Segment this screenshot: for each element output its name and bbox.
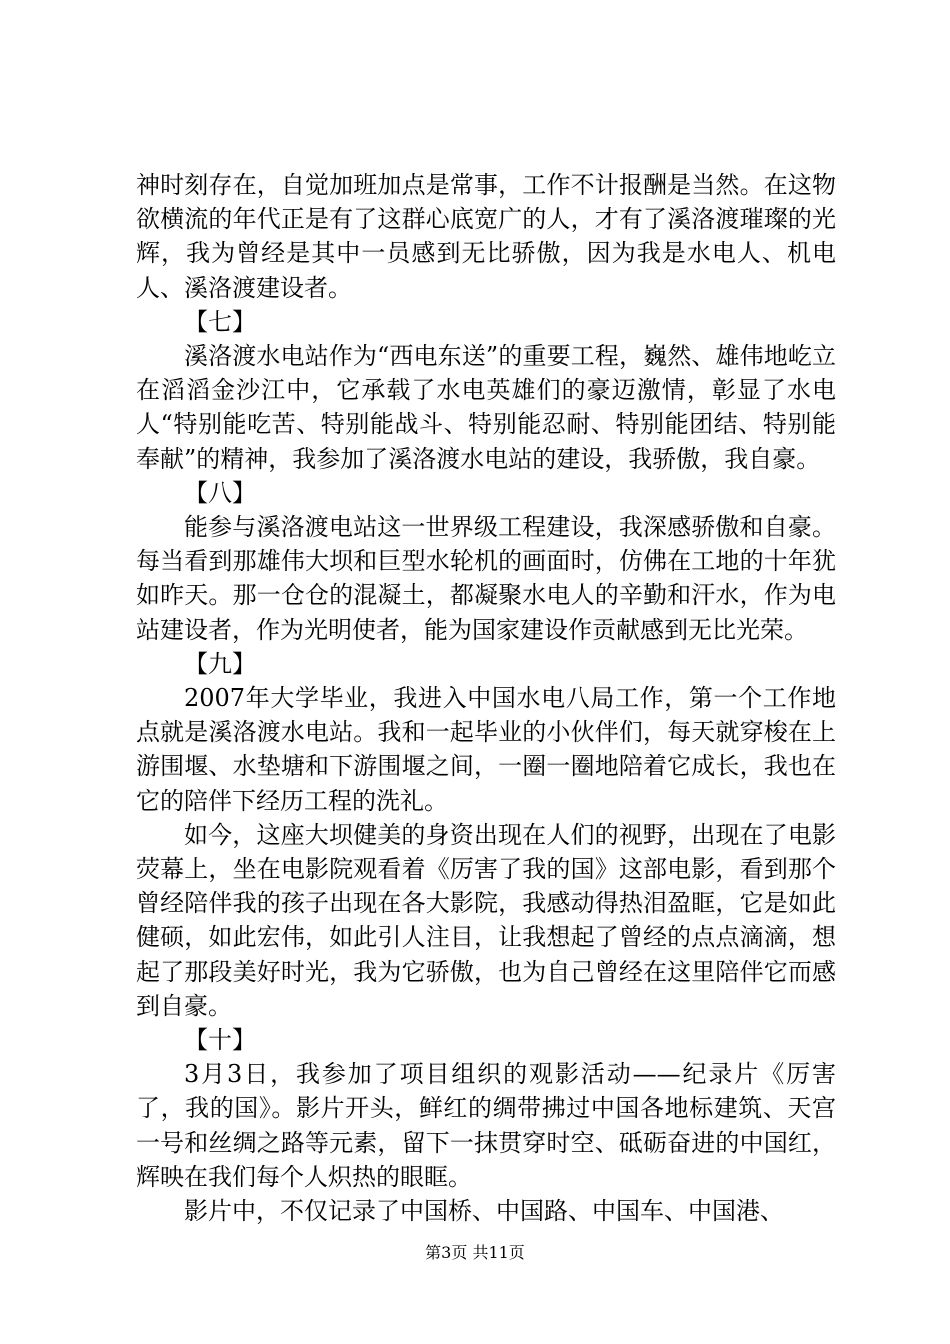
paragraph: 3月3日，我参加了项目组织的观影活动——纪录片《厉害了，我的国》。影片开头，鲜红的绸带拂过中国各地标建筑、天宫一号和丝绸之路等元素，留下一抹贯穿时空、砥砺奋进的中国红，辉映在我们每个人炽热的眼眶。 <box>136 1060 836 1191</box>
paragraph: 2007年大学毕业，我进入中国水电八局工作，第一个工作地点就是溪洛渡水电站。我和一起毕业的小伙伴们，每天就穿梭在上游围堰、水垫塘和下游围堰之间，一圈一圈地陪着它成长，我也在它的陪伴下经历工程的洗礼。 <box>136 684 836 815</box>
page-number-footer: 第3页 共11页 <box>425 1243 525 1262</box>
section-heading-9: 【九】 <box>184 649 256 678</box>
paragraph: 如今，这座大坝健美的身资出现在人们的视野，出现在了电影荧幕上，坐在电影院观看着《厉害了我的国》这部电影，看到那个曾经陪伴我的孩子出现在各大影院，我感动得热泪盈眶，它是如此健硕，如此宏伟，如此引人注目，让我想起了曾经的点点滴滴，想起了那段美好时光，我为它骄傲，也为自己曾经在这里陪伴它而感到自豪。 <box>136 820 836 1020</box>
section-heading-8: 【八】 <box>184 478 256 507</box>
section-heading-10: 【十】 <box>184 1026 256 1055</box>
paragraph: 溪洛渡水电站作为“西电东送”的重要工程，巍然、雄伟地屹立在滔滔金沙江中，它承载了水电英雄们的豪迈激情，彰显了水电人“特别能吃苦、特别能战斗、特别能忍耐、特别能团结、特别能奉献”的精神，我参加了溪洛渡水电站的建设，我骄傲，我自豪。 <box>136 342 836 473</box>
document-body <box>136 168 836 1228</box>
paragraph: 影片中，不仅记录了中国桥、中国路、中国车、中国港、 <box>184 1197 784 1226</box>
paragraph: 神时刻存在，自觉加班加点是常事，工作不计报酬是当然。在这物欲横流的年代正是有了这群心底宽广的人，才有了溪洛渡璀璨的光辉，我为曾经是其中一员感到无比骄傲，因为我是水电人、机电人、溪洛渡建设者。 <box>136 171 836 302</box>
section-heading-7: 【七】 <box>184 307 256 336</box>
paragraph: 能参与溪洛渡电站这一世界级工程建设，我深感骄傲和自豪。每当看到那雄伟大坝和巨型水轮机的画面时，仿佛在工地的十年犹如昨天。那一仓仓的混凝土，都凝聚水电人的辛勤和汗水，作为电站建设者，作为光明使者，能为国家建设作贡献感到无比光荣。 <box>136 513 836 644</box>
